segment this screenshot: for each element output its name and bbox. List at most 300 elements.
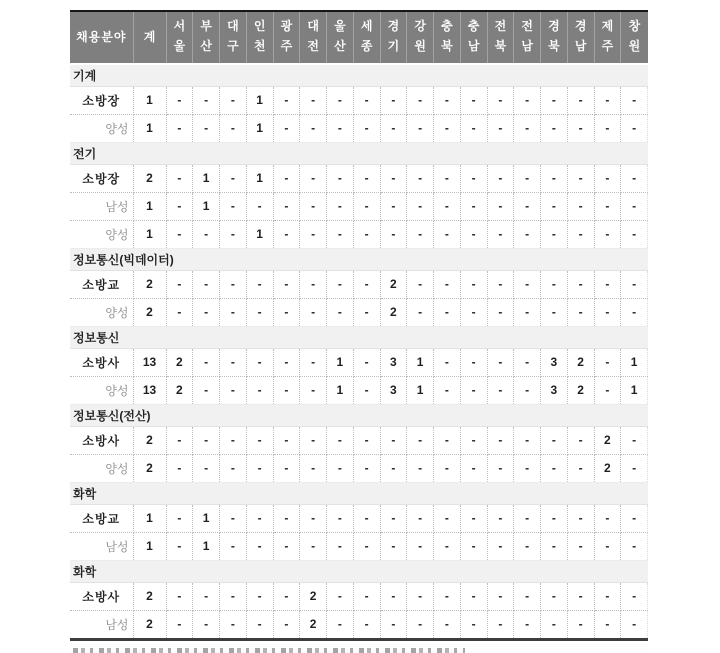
value-cell: - (407, 192, 434, 220)
value-cell: - (487, 114, 514, 142)
table-row (70, 114, 648, 142)
total-cell: 2 (133, 582, 166, 610)
value-cell: - (380, 192, 407, 220)
value-cell: - (380, 610, 407, 639)
value-cell: 1 (193, 192, 220, 220)
value-cell: - (220, 164, 247, 192)
value-cell: - (273, 376, 300, 404)
value-cell: - (193, 454, 220, 482)
value-cell: - (434, 504, 461, 532)
value-cell: - (220, 532, 247, 560)
value-cell: - (621, 426, 648, 454)
value-cell: - (166, 114, 193, 142)
value-cell: - (434, 192, 461, 220)
value-cell: - (220, 426, 247, 454)
total-cell: 2 (133, 298, 166, 326)
total-cell: 2 (133, 164, 166, 192)
total-cell: 2 (133, 454, 166, 482)
value-cell: - (407, 610, 434, 639)
value-cell: 1 (246, 86, 273, 114)
value-cell: 2 (166, 348, 193, 376)
value-cell: - (300, 270, 327, 298)
table-row (70, 582, 648, 610)
value-cell: - (514, 298, 541, 326)
value-cell: 2 (567, 348, 594, 376)
value-cell: - (434, 348, 461, 376)
value-cell: - (487, 270, 514, 298)
value-cell: - (434, 610, 461, 639)
value-cell: - (380, 504, 407, 532)
value-cell: - (300, 192, 327, 220)
value-cell: - (327, 582, 354, 610)
value-cell: - (246, 426, 273, 454)
value-cell: 3 (380, 376, 407, 404)
value-cell: - (273, 426, 300, 454)
clipped-next-row (70, 644, 648, 653)
value-cell: - (594, 270, 621, 298)
value-cell: - (300, 298, 327, 326)
value-cell: - (434, 532, 461, 560)
value-cell: - (220, 348, 247, 376)
value-cell: - (594, 164, 621, 192)
value-cell: - (166, 298, 193, 326)
value-cell: - (460, 348, 487, 376)
section-title: 정보통신(빅데이터) (70, 248, 648, 270)
section-header-row-1 (70, 64, 648, 87)
value-cell: - (541, 298, 568, 326)
value-cell: - (594, 582, 621, 610)
value-cell: - (353, 348, 380, 376)
column-header-region-18: 창원 (621, 11, 648, 64)
value-cell: - (434, 164, 461, 192)
column-header-region-3: 대구 (220, 11, 247, 64)
value-cell: - (514, 610, 541, 639)
value-cell: - (193, 298, 220, 326)
row-label: 남성 (70, 192, 133, 220)
table-row (70, 164, 648, 192)
value-cell: 3 (541, 348, 568, 376)
value-cell: - (193, 348, 220, 376)
column-header-region-4: 인천 (246, 11, 273, 64)
table-body (70, 64, 648, 640)
value-cell: 1 (327, 348, 354, 376)
value-cell: - (460, 298, 487, 326)
value-cell: - (380, 220, 407, 248)
value-cell: - (220, 114, 247, 142)
value-cell: - (621, 86, 648, 114)
value-cell: - (327, 192, 354, 220)
value-cell: 2 (594, 426, 621, 454)
value-cell: - (567, 86, 594, 114)
value-cell: - (246, 192, 273, 220)
value-cell: - (273, 298, 300, 326)
value-cell: - (460, 504, 487, 532)
value-cell: - (246, 610, 273, 639)
section-title: 정보통신 (70, 326, 648, 348)
value-cell: - (407, 532, 434, 560)
value-cell: - (193, 86, 220, 114)
column-header-field: 채용분야 (70, 11, 133, 64)
value-cell: - (327, 114, 354, 142)
value-cell: - (407, 426, 434, 454)
value-cell: - (621, 164, 648, 192)
value-cell: - (541, 532, 568, 560)
value-cell: - (514, 164, 541, 192)
section-header-row-7 (70, 560, 648, 582)
value-cell: - (353, 454, 380, 482)
value-cell: - (380, 164, 407, 192)
value-cell: 2 (166, 376, 193, 404)
clipped-text-fragments (73, 648, 465, 653)
value-cell: - (300, 376, 327, 404)
value-cell: - (273, 192, 300, 220)
value-cell: - (220, 504, 247, 532)
value-cell: - (166, 454, 193, 482)
value-cell: - (166, 164, 193, 192)
value-cell: - (487, 86, 514, 114)
value-cell: 1 (246, 114, 273, 142)
total-cell: 1 (133, 504, 166, 532)
value-cell: - (166, 192, 193, 220)
value-cell: - (541, 426, 568, 454)
value-cell: - (621, 582, 648, 610)
value-cell: - (514, 582, 541, 610)
column-header-region-15: 경북 (541, 11, 568, 64)
value-cell: - (434, 582, 461, 610)
value-cell: - (220, 192, 247, 220)
column-header-region-6: 대전 (300, 11, 327, 64)
value-cell: - (487, 348, 514, 376)
value-cell: - (514, 114, 541, 142)
value-cell: - (567, 582, 594, 610)
value-cell: - (407, 298, 434, 326)
value-cell: - (380, 114, 407, 142)
value-cell: - (567, 504, 594, 532)
value-cell: - (514, 192, 541, 220)
value-cell: - (567, 164, 594, 192)
row-label: 양성 (70, 220, 133, 248)
table-row (70, 426, 648, 454)
value-cell: - (246, 504, 273, 532)
value-cell: - (327, 504, 354, 532)
value-cell: - (594, 532, 621, 560)
value-cell: - (300, 348, 327, 376)
value-cell: - (460, 532, 487, 560)
column-header-region-12: 충남 (460, 11, 487, 64)
value-cell: - (246, 376, 273, 404)
value-cell: - (460, 164, 487, 192)
value-cell: - (273, 454, 300, 482)
value-cell: - (407, 454, 434, 482)
value-cell: - (514, 348, 541, 376)
value-cell: - (621, 270, 648, 298)
value-cell: - (594, 348, 621, 376)
value-cell: - (220, 86, 247, 114)
value-cell: - (407, 164, 434, 192)
value-cell: - (327, 270, 354, 298)
total-cell: 13 (133, 348, 166, 376)
row-label: 남성 (70, 610, 133, 639)
value-cell: - (460, 582, 487, 610)
value-cell: - (460, 270, 487, 298)
value-cell: - (193, 114, 220, 142)
value-cell: - (353, 610, 380, 639)
value-cell: - (567, 426, 594, 454)
total-cell: 1 (133, 192, 166, 220)
value-cell: - (353, 164, 380, 192)
value-cell: - (166, 582, 193, 610)
table-header (70, 11, 648, 64)
column-header-region-5: 광주 (273, 11, 300, 64)
value-cell: - (273, 114, 300, 142)
value-cell: - (220, 298, 247, 326)
value-cell: - (273, 532, 300, 560)
value-cell: - (353, 504, 380, 532)
value-cell: - (353, 532, 380, 560)
total-cell: 2 (133, 426, 166, 454)
value-cell: - (353, 114, 380, 142)
value-cell: - (594, 192, 621, 220)
row-label: 소방교 (70, 270, 133, 298)
value-cell: - (327, 298, 354, 326)
value-cell: - (434, 376, 461, 404)
value-cell: - (460, 426, 487, 454)
value-cell: - (353, 376, 380, 404)
value-cell: - (220, 454, 247, 482)
row-label: 소방사 (70, 582, 133, 610)
section-title: 화학 (70, 482, 648, 504)
value-cell: - (594, 376, 621, 404)
value-cell: - (166, 504, 193, 532)
value-cell: - (166, 610, 193, 639)
value-cell: - (460, 192, 487, 220)
column-header-region-14: 전남 (514, 11, 541, 64)
value-cell: 1 (621, 376, 648, 404)
table-row (70, 454, 648, 482)
row-label: 남성 (70, 532, 133, 560)
value-cell: 1 (327, 376, 354, 404)
value-cell: - (380, 532, 407, 560)
column-header-region-11: 충북 (434, 11, 461, 64)
value-cell: - (353, 582, 380, 610)
value-cell: - (246, 582, 273, 610)
value-cell: - (380, 426, 407, 454)
value-cell: - (300, 86, 327, 114)
value-cell: - (434, 426, 461, 454)
value-cell: - (487, 164, 514, 192)
value-cell: - (353, 86, 380, 114)
value-cell: - (246, 454, 273, 482)
value-cell: - (434, 114, 461, 142)
value-cell: - (621, 114, 648, 142)
value-cell: 1 (246, 164, 273, 192)
value-cell: - (166, 270, 193, 298)
value-cell: - (487, 192, 514, 220)
value-cell: - (327, 164, 354, 192)
value-cell: - (487, 454, 514, 482)
table-row (70, 86, 648, 114)
value-cell: - (460, 610, 487, 639)
value-cell: - (246, 270, 273, 298)
value-cell: - (434, 86, 461, 114)
value-cell: - (487, 220, 514, 248)
value-cell: - (407, 220, 434, 248)
value-cell: - (407, 86, 434, 114)
value-cell: - (166, 426, 193, 454)
row-label: 소방사 (70, 426, 133, 454)
value-cell: - (327, 532, 354, 560)
value-cell: - (514, 86, 541, 114)
value-cell: - (300, 164, 327, 192)
section-title: 기계 (70, 64, 648, 87)
value-cell: - (567, 610, 594, 639)
value-cell: - (193, 220, 220, 248)
value-cell: - (541, 454, 568, 482)
value-cell: - (300, 426, 327, 454)
value-cell: - (487, 504, 514, 532)
value-cell: - (487, 298, 514, 326)
value-cell: 1 (621, 348, 648, 376)
value-cell: - (460, 114, 487, 142)
value-cell: - (541, 610, 568, 639)
value-cell: 1 (246, 220, 273, 248)
value-cell: - (380, 86, 407, 114)
value-cell: - (567, 270, 594, 298)
value-cell: - (541, 220, 568, 248)
value-cell: - (514, 454, 541, 482)
value-cell: - (621, 454, 648, 482)
value-cell: - (273, 610, 300, 639)
value-cell: - (621, 610, 648, 639)
value-cell: - (166, 86, 193, 114)
value-cell: - (246, 348, 273, 376)
value-cell: - (327, 454, 354, 482)
value-cell: - (273, 504, 300, 532)
table-row (70, 348, 648, 376)
value-cell: - (246, 298, 273, 326)
value-cell: - (220, 220, 247, 248)
value-cell: - (541, 164, 568, 192)
value-cell: - (193, 610, 220, 639)
row-label: 소방장 (70, 164, 133, 192)
table-row (70, 298, 648, 326)
value-cell: - (487, 610, 514, 639)
value-cell: - (514, 504, 541, 532)
value-cell: 1 (193, 504, 220, 532)
table-row (70, 610, 648, 639)
value-cell: - (273, 348, 300, 376)
table-row (70, 270, 648, 298)
value-cell: - (541, 86, 568, 114)
column-header-region-7: 울산 (327, 11, 354, 64)
value-cell: - (273, 220, 300, 248)
row-label: 양성 (70, 376, 133, 404)
value-cell: - (353, 270, 380, 298)
value-cell: - (300, 114, 327, 142)
value-cell: - (434, 298, 461, 326)
total-cell: 2 (133, 270, 166, 298)
table-row (70, 192, 648, 220)
value-cell: - (514, 376, 541, 404)
total-cell: 1 (133, 532, 166, 560)
value-cell: - (621, 504, 648, 532)
table-row (70, 532, 648, 560)
section-title: 전기 (70, 142, 648, 164)
section-title: 화학 (70, 560, 648, 582)
table-row (70, 376, 648, 404)
value-cell: - (541, 582, 568, 610)
column-header-region-13: 전북 (487, 11, 514, 64)
value-cell: - (327, 610, 354, 639)
value-cell: - (327, 86, 354, 114)
value-cell: - (166, 220, 193, 248)
row-label: 소방장 (70, 86, 133, 114)
table-row (70, 504, 648, 532)
total-cell: 1 (133, 220, 166, 248)
value-cell: - (567, 532, 594, 560)
value-cell: - (621, 532, 648, 560)
value-cell: 3 (541, 376, 568, 404)
value-cell: 2 (300, 582, 327, 610)
column-header-region-8: 세종 (353, 11, 380, 64)
value-cell: - (514, 270, 541, 298)
value-cell: - (460, 376, 487, 404)
column-header-region-1: 서울 (166, 11, 193, 64)
value-cell: - (300, 454, 327, 482)
recruitment-table (70, 10, 648, 641)
value-cell: - (434, 220, 461, 248)
value-cell: - (193, 426, 220, 454)
table-row (70, 220, 648, 248)
column-header-region-9: 경기 (380, 11, 407, 64)
value-cell: - (327, 426, 354, 454)
section-header-row-4 (70, 326, 648, 348)
section-header-row-5 (70, 404, 648, 426)
row-label: 양성 (70, 454, 133, 482)
value-cell: - (487, 376, 514, 404)
value-cell: - (407, 114, 434, 142)
value-cell: - (460, 454, 487, 482)
value-cell: - (273, 164, 300, 192)
value-cell: - (220, 610, 247, 639)
value-cell: 2 (567, 376, 594, 404)
value-cell: - (460, 220, 487, 248)
value-cell: - (407, 504, 434, 532)
value-cell: - (166, 532, 193, 560)
value-cell: - (594, 220, 621, 248)
column-header-region-17: 제주 (594, 11, 621, 64)
value-cell: - (594, 610, 621, 639)
value-cell: - (594, 114, 621, 142)
value-cell: - (621, 220, 648, 248)
section-header-row-6 (70, 482, 648, 504)
total-cell: 1 (133, 86, 166, 114)
column-header-total: 계 (133, 11, 166, 64)
column-header-region-16: 경남 (567, 11, 594, 64)
column-header-region-10: 강원 (407, 11, 434, 64)
value-cell: - (621, 298, 648, 326)
value-cell: 1 (407, 376, 434, 404)
row-label: 소방교 (70, 504, 133, 532)
value-cell: - (567, 192, 594, 220)
value-cell: - (514, 532, 541, 560)
value-cell: 1 (407, 348, 434, 376)
value-cell: - (594, 504, 621, 532)
value-cell: 1 (193, 532, 220, 560)
value-cell: - (273, 270, 300, 298)
value-cell: 2 (300, 610, 327, 639)
value-cell: - (380, 582, 407, 610)
